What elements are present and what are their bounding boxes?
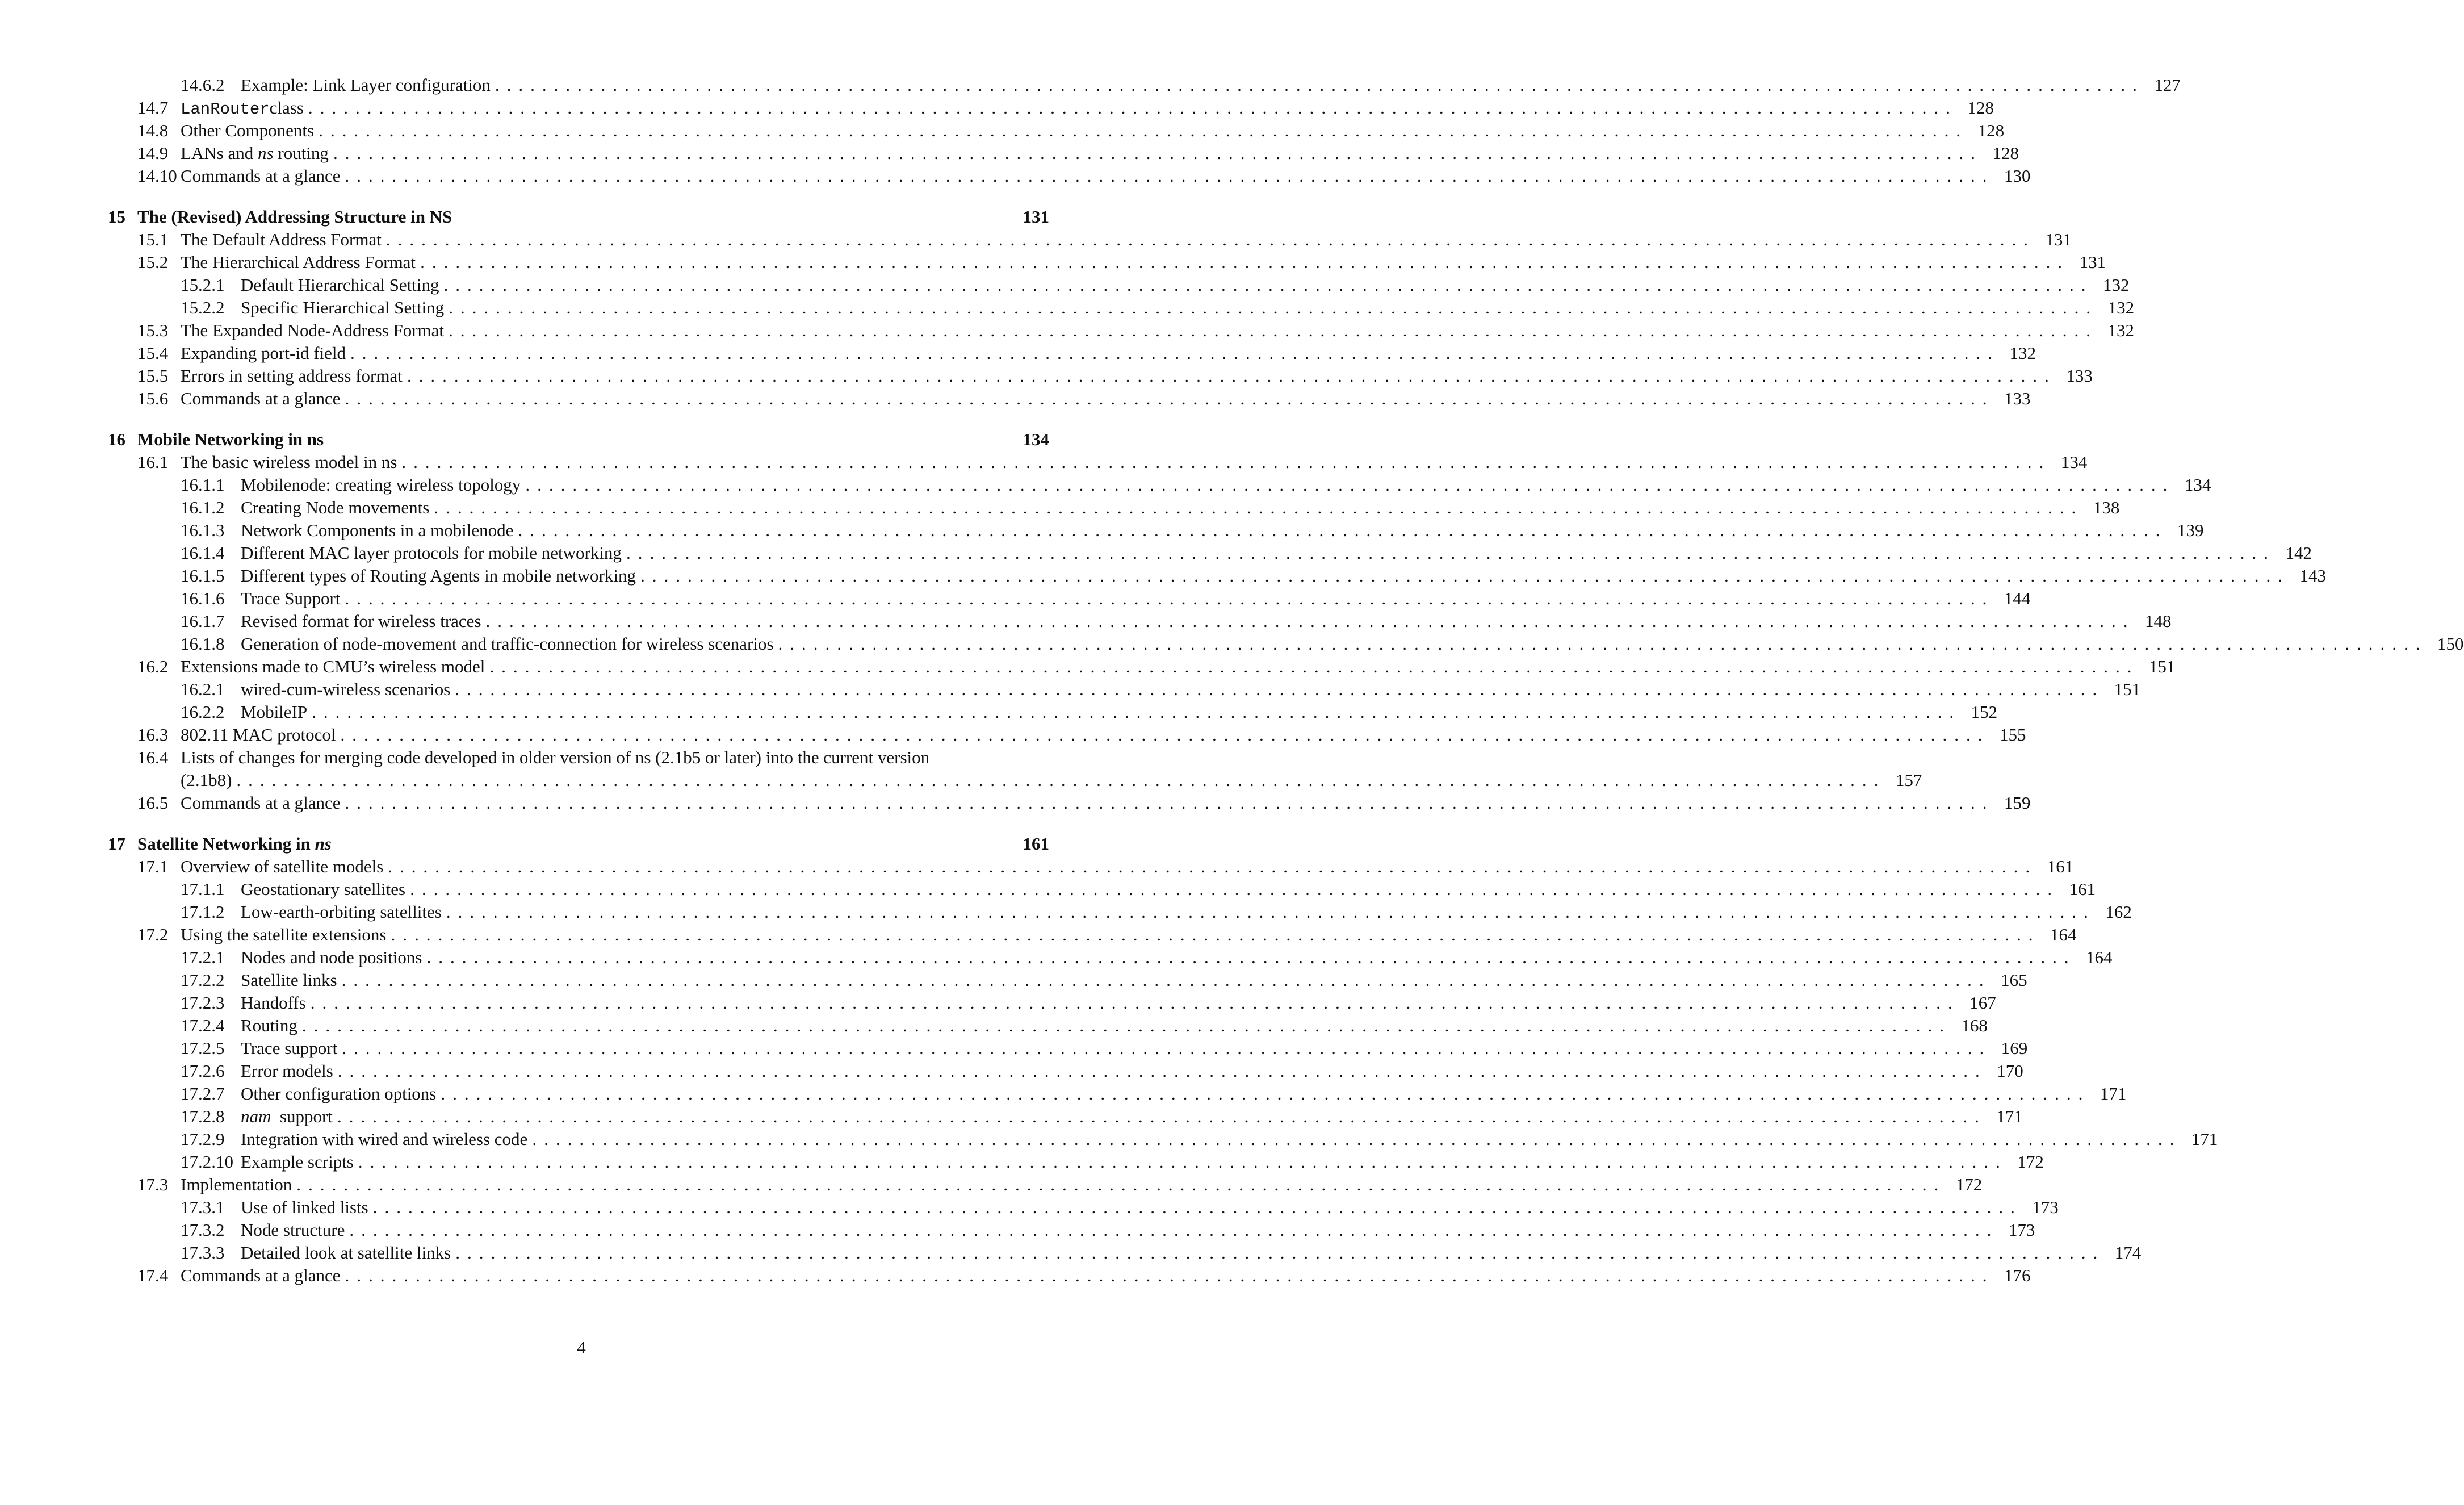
section-title: Extensions made to CMU’s wireless model [181,657,485,676]
page-ref: 172 [1955,1174,1983,1194]
section-number: 17.1 [137,856,169,876]
chapter-number: 17 [108,834,125,854]
italic-term: ns [258,143,274,163]
dot-leader: ............................................................................................................................................ [420,252,2070,272]
toc-entry[interactable] [108,1173,1983,1196]
toc-entry[interactable] [108,274,2130,296]
dot-leader: ............................................................................................................................................ [388,856,2038,876]
page-ref: 171 [2191,1129,2218,1149]
page-ref: 131 [1023,207,1049,227]
toc-entry[interactable] [108,724,2026,746]
section-title: Node structure [241,1220,345,1240]
dot-leader: ............................................................................................................................................ [434,498,2084,517]
section-number: 17.3.1 [181,1197,225,1217]
section-title: Creating Node movements [241,498,430,517]
dot-leader: ............................................................................................................................................ [778,634,2428,654]
section-number: 17.2.5 [181,1038,225,1058]
page-ref: 159 [2004,793,2031,813]
dot-leader: ............................................................................................................................................ [337,1061,1987,1081]
section-title: Overview of satellite models [181,856,384,876]
section-title-line1: Lists of changes for merging code developed in older version of ns (2.1b5 or later) into the current version [181,747,930,767]
section-title: Geostationary satellites [241,879,406,899]
code-term: LanRouter [181,100,270,119]
section-title: Use of linked lists [241,1197,368,1217]
toc-entry[interactable] [108,519,2204,542]
toc-entry[interactable] [108,342,2036,365]
dot-leader: ............................................................................................................................................ [485,611,2135,631]
toc-entry[interactable] [108,901,2132,923]
section-number: 16.5 [137,793,169,813]
dot-leader: ............................................................................................................................................ [426,947,2076,967]
toc-entry[interactable] [108,1128,2218,1151]
section-title: Satellite links [241,970,337,990]
section-title: Handoffs [241,993,306,1013]
page-ref: 170 [1997,1061,2023,1081]
section-title: Commands at a glance [181,166,341,186]
section-title: Integration with wired and wireless code [241,1129,528,1149]
section-title: Errors in setting address format [181,366,403,386]
dot-leader: ............................................................................................................................................ [455,1243,2105,1262]
section-number: 17.2.9 [181,1129,225,1149]
section-number: 16.1.4 [181,543,225,563]
section-number: 15.3 [137,320,169,340]
chapter-title: The (Revised) Addressing Structure in NS [137,207,452,227]
toc-entry[interactable] [108,701,1998,724]
section-number: 15.2.1 [181,275,225,295]
dot-leader: ............................................................................................................................................ [296,1174,1946,1194]
dot-leader: ............................................................................................................................................ [372,1197,2022,1217]
section-title: The Default Address Format [181,229,382,249]
page-ref: 128 [1977,120,2005,140]
toc-entry[interactable] [108,1082,2127,1105]
section-title: Commands at a glance [181,388,341,408]
toc-entry[interactable] [108,474,2211,496]
toc-entry[interactable] [108,1219,2035,1241]
page-ref: 151 [2148,657,2176,676]
toc-entry[interactable] [108,878,2096,901]
dot-leader: ............................................................................................................................................ [308,98,1958,118]
section-title: Low-earth-orbiting satellites [241,902,442,922]
toc-entry[interactable] [108,319,2135,342]
section-number: 17.3.3 [181,1243,225,1262]
section-title: Trace Support [241,588,341,608]
chapter-heading[interactable] [108,833,1049,855]
page-ref: 162 [2105,902,2132,922]
section-title-rest: class [269,98,304,118]
section-title: Other configuration options [241,1084,437,1103]
section-number: 16.1.1 [181,475,225,495]
page-ref: 128 [1992,143,2019,163]
page-ref: 172 [2017,1152,2044,1172]
italic-term: ns [315,834,332,854]
page-ref: 132 [2107,298,2135,317]
dot-leader: ............................................................................................................................................ [441,1084,2090,1103]
toc-entry[interactable] [108,565,2326,587]
toc-entry[interactable] [108,678,2141,701]
toc-entry[interactable] [108,992,1996,1014]
page-ref: 171 [1996,1106,2023,1126]
chapter-16-post-entries [108,792,2031,814]
section-number: 14.8 [137,120,169,140]
section-title [241,1105,333,1128]
page-ref: 157 [1895,770,1922,790]
page-ref: 127 [2154,75,2181,95]
toc-entry[interactable] [108,97,1994,119]
page-ref: 128 [1967,98,1994,118]
page-ref: 164 [2050,925,2077,944]
dot-leader: ............................................................................................................................................ [349,1220,1999,1240]
chapter-title-pre: Satellite Networking in [137,834,315,854]
page-ref: 171 [2100,1084,2127,1103]
toc-entry[interactable] [108,451,2088,474]
toc-entry[interactable] [108,1105,2023,1128]
toc-entry[interactable] [108,387,2031,410]
dot-leader: ............................................................................................................................................ [489,657,2139,676]
section-number: 15.2.2 [181,298,225,317]
section-title: Nodes and node positions [241,947,422,967]
dot-leader: ............................................................................................................................................ [345,588,1994,608]
section-title-post: support [271,1106,333,1126]
section-title: Specific Hierarchical Setting [241,298,445,317]
section-number: 16.1.5 [181,566,225,586]
dot-leader: ............................................................................................................................................ [391,925,2040,944]
toc-entry[interactable] [108,633,2464,655]
dot-leader: ............................................................................................................................................ [446,902,2096,922]
section-number: 17.3.2 [181,1220,225,1240]
page-ref: 155 [2000,725,2026,745]
section-title: The Expanded Node-Address Format [181,320,445,340]
toc-entry[interactable] [108,1264,2031,1287]
toc-entry[interactable] [108,542,2312,565]
section-number: 14.7 [137,98,169,118]
section-number: 17.2.10 [181,1152,233,1172]
table-of-contents [108,74,2464,1287]
section-title: Default Hierarchical Setting [241,275,439,295]
section-number: 15.2 [137,252,169,272]
page-ref: 133 [2066,366,2093,386]
page-ref: 151 [2114,679,2141,699]
section-title-line2: (2.1b8) [181,770,232,790]
section-number: 16.3 [137,725,169,745]
section-number: 16.2 [137,657,169,676]
toc-entry[interactable] [108,296,2135,319]
page-ref: 167 [1969,993,1996,1013]
section-number: 16.1.8 [181,634,225,654]
section-title: 802.11 MAC protocol [181,725,336,745]
section-title: Trace support [241,1038,338,1058]
toc-entry[interactable] [108,119,2005,142]
dot-leader: ............................................................................................................................................ [340,725,1990,745]
dot-leader: ............................................................................................................................................ [407,366,2056,386]
section-number: 15.1 [137,229,169,249]
toc-entry[interactable] [108,496,2120,519]
toc-entry[interactable] [108,969,2027,992]
chapter-number: 15 [108,207,125,227]
section-title: Different MAC layer protocols for mobile networking [241,543,622,563]
section-title: Routing [241,1015,297,1035]
page-ref: 142 [2285,543,2312,563]
section-title: Expanding port-id field [181,343,346,363]
section-number: 14.10 [137,166,177,186]
page-ref: 161 [2069,879,2096,899]
section-number: 16.2.1 [181,679,225,699]
toc-entry[interactable] [108,365,2093,387]
page-ref: 165 [2001,970,2027,990]
section-number: 15.4 [137,343,169,363]
section-title: Using the satellite extensions [181,925,387,944]
page-ref: 164 [2085,947,2113,967]
section-number: 17.1.1 [181,879,225,899]
section-title [181,97,304,121]
dot-leader: ............................................................................................................................................ [337,1106,1987,1126]
page-ref: 173 [2032,1197,2059,1217]
section-number: 17.2.7 [181,1084,225,1103]
page-ref: 174 [2114,1243,2142,1262]
chapter-16-entries [108,451,2464,746]
section-number: 14.9 [137,143,169,163]
section-title: MobileIP [241,702,308,722]
section-number: 16.4 [137,747,169,767]
toc-entry[interactable] [108,610,2172,633]
dot-leader: ............................................................................................................................................ [358,1152,2008,1172]
section-number: 16.1.6 [181,588,225,608]
section-title: Implementation [181,1174,292,1194]
section-title: Revised format for wireless traces [241,611,481,631]
dot-leader: ............................................................................................................................................ [333,143,1983,163]
section-number: 17.2.1 [181,947,225,967]
dot-leader: ............................................................................................................................................ [449,298,2098,317]
toc-entry[interactable] [108,228,2072,251]
section-title: Mobilenode: creating wireless topology [241,475,521,495]
page-ref: 152 [1971,702,1998,722]
section-number: 16.1.2 [181,498,225,517]
page-ref: 131 [2045,229,2072,249]
page-ref: 131 [2079,252,2106,272]
page-ref: 134 [1023,429,1049,449]
dot-leader: ............................................................................................................................................ [518,520,2168,540]
dot-leader: ............................................................................................................................................ [443,275,2093,295]
toc-entry[interactable] [108,1241,2142,1264]
toc-entry[interactable] [108,165,2031,187]
page-ref: 143 [2299,566,2326,586]
section-number: 14.6.2 [181,75,225,95]
section-number: 17.2.3 [181,993,225,1013]
toc-entry[interactable] [108,1196,2059,1219]
section-title: Other Components [181,120,315,140]
dot-leader: ............................................................................................................................................ [350,343,2000,363]
section-title: Generation of node-movement and traffic-connection for wireless scenarios [241,634,774,654]
chapter-number: 16 [108,429,125,449]
section-title: Example: Link Layer configuration [241,75,491,95]
section-title: wired-cum-wireless scenarios [241,679,451,699]
page-ref: 144 [2004,588,2031,608]
dot-leader: ............................................................................................................................................ [525,475,2175,495]
section-title: Example scripts [241,1152,354,1172]
section-number: 17.2.2 [181,970,225,990]
section-number: 17.2.4 [181,1015,225,1035]
dot-leader: ............................................................................................................................................ [345,793,1994,813]
section-number: 16.2.2 [181,702,225,722]
dot-leader: ............................................................................................................................................ [410,879,2060,899]
toc-entry[interactable] [108,1060,2023,1082]
toc-entry[interactable] [108,142,2019,165]
chapter-title: Mobile Networking in ns [137,429,324,449]
toc-entry[interactable] [108,855,2074,878]
section-title: The basic wireless model in ns [181,452,397,472]
dot-leader: ............................................................................................................................................ [310,993,1960,1013]
section-title-pre: LANs and [181,143,258,163]
chapter-15-entries [108,228,2135,410]
toc-entry-wrapped[interactable] [108,746,1049,769]
section-title: Commands at a glance [181,793,341,813]
toc-entry[interactable] [108,251,2106,274]
page-ref: 173 [2008,1220,2035,1240]
page-ref: 134 [2060,452,2088,472]
page-ref: 134 [2184,475,2211,495]
toc-entry[interactable] [108,1014,1988,1037]
toc-entry[interactable] [108,587,2031,610]
page-number: 4 [577,1337,586,1357]
toc-entry[interactable] [108,946,2113,969]
page-ref: 132 [2102,275,2130,295]
toc-entry[interactable] [108,792,2031,814]
section-number: 16.1.7 [181,611,225,631]
toc-entry[interactable] [108,1037,2028,1060]
section-number: 15.6 [137,388,169,408]
section-number: 15.5 [137,366,169,386]
chapter-17-entries [108,855,2218,1287]
page-ref: 161 [1023,834,1049,854]
dot-leader: ............................................................................................................................................ [301,1015,1951,1035]
section-title: Network Components in a mobilenode [241,520,514,540]
toc-entry[interactable] [108,1151,2044,1173]
dot-leader: ............................................................................................................................................ [455,679,2105,699]
section-title: The Hierarchical Address Format [181,252,416,272]
page-ref: 176 [2004,1265,2031,1285]
section-title: Commands at a glance [181,1265,341,1285]
toc-entry[interactable] [108,923,2077,946]
page-ref: 169 [2001,1038,2028,1058]
dot-leader: ............................................................................................................................................ [385,229,2035,249]
page-ref: 132 [2107,320,2135,340]
section-number: 17.2.6 [181,1061,225,1081]
dot-leader: ............................................................................................................................................ [401,452,2051,472]
chapter-title [137,833,332,855]
section-number: 16.1 [137,452,169,472]
page-ref: 150 [2437,634,2464,654]
section-number: 17.1.2 [181,902,225,922]
dot-leader: ............................................................................................................................................ [345,388,1994,408]
section-title: Error models [241,1061,333,1081]
page-ref: 130 [2004,166,2031,186]
dot-leader: ............................................................................................................................................ [342,1038,1992,1058]
page-ref: 161 [2047,856,2074,876]
dot-leader: ............................................................................................................................................ [626,543,2276,563]
dot-leader: ............................................................................................................................................ [345,1265,1994,1285]
page-ref: 133 [2004,388,2031,408]
page-ref: 168 [1961,1015,1988,1035]
section-number: 17.2.8 [181,1106,225,1126]
section-number: 17.3 [137,1174,169,1194]
toc-entry[interactable] [108,655,2176,678]
dot-leader: ............................................................................................................................................ [345,166,1994,186]
chapter-heading[interactable] [108,428,1049,451]
section-title-post: routing [273,143,329,163]
italic-term: nam [241,1106,271,1126]
page-ref: 138 [2093,498,2120,517]
section-number: 16.1.3 [181,520,225,540]
dot-leader: ............................................................................................................................................ [319,120,1968,140]
page-ref: 132 [2009,343,2036,363]
section-title: Different types of Routing Agents in mobile networking [241,566,636,586]
chapter-heading[interactable] [108,206,1049,228]
page-ref: 139 [2177,520,2204,540]
dot-leader: ............................................................................................................................................ [236,770,1886,790]
dot-leader: ............................................................................................................................................ [449,320,2098,340]
dot-leader: ............................................................................................................................................ [312,702,1962,722]
toc-entry[interactable] [108,74,2181,97]
dot-leader: ............................................................................................................................................ [532,1129,2182,1149]
dot-leader: ............................................................................................................................................ [495,75,2144,95]
section-number: 17.4 [137,1265,169,1285]
section-number: 17.2 [137,925,169,944]
toc-entry-wrapped-continuation[interactable] [108,769,1922,792]
page-ref: 148 [2145,611,2172,631]
section-title [181,142,329,165]
dot-leader: ............................................................................................................................................ [341,970,1991,990]
section-title: Detailed look at satellite links [241,1243,451,1262]
dot-leader: ............................................................................................................................................ [640,566,2290,586]
